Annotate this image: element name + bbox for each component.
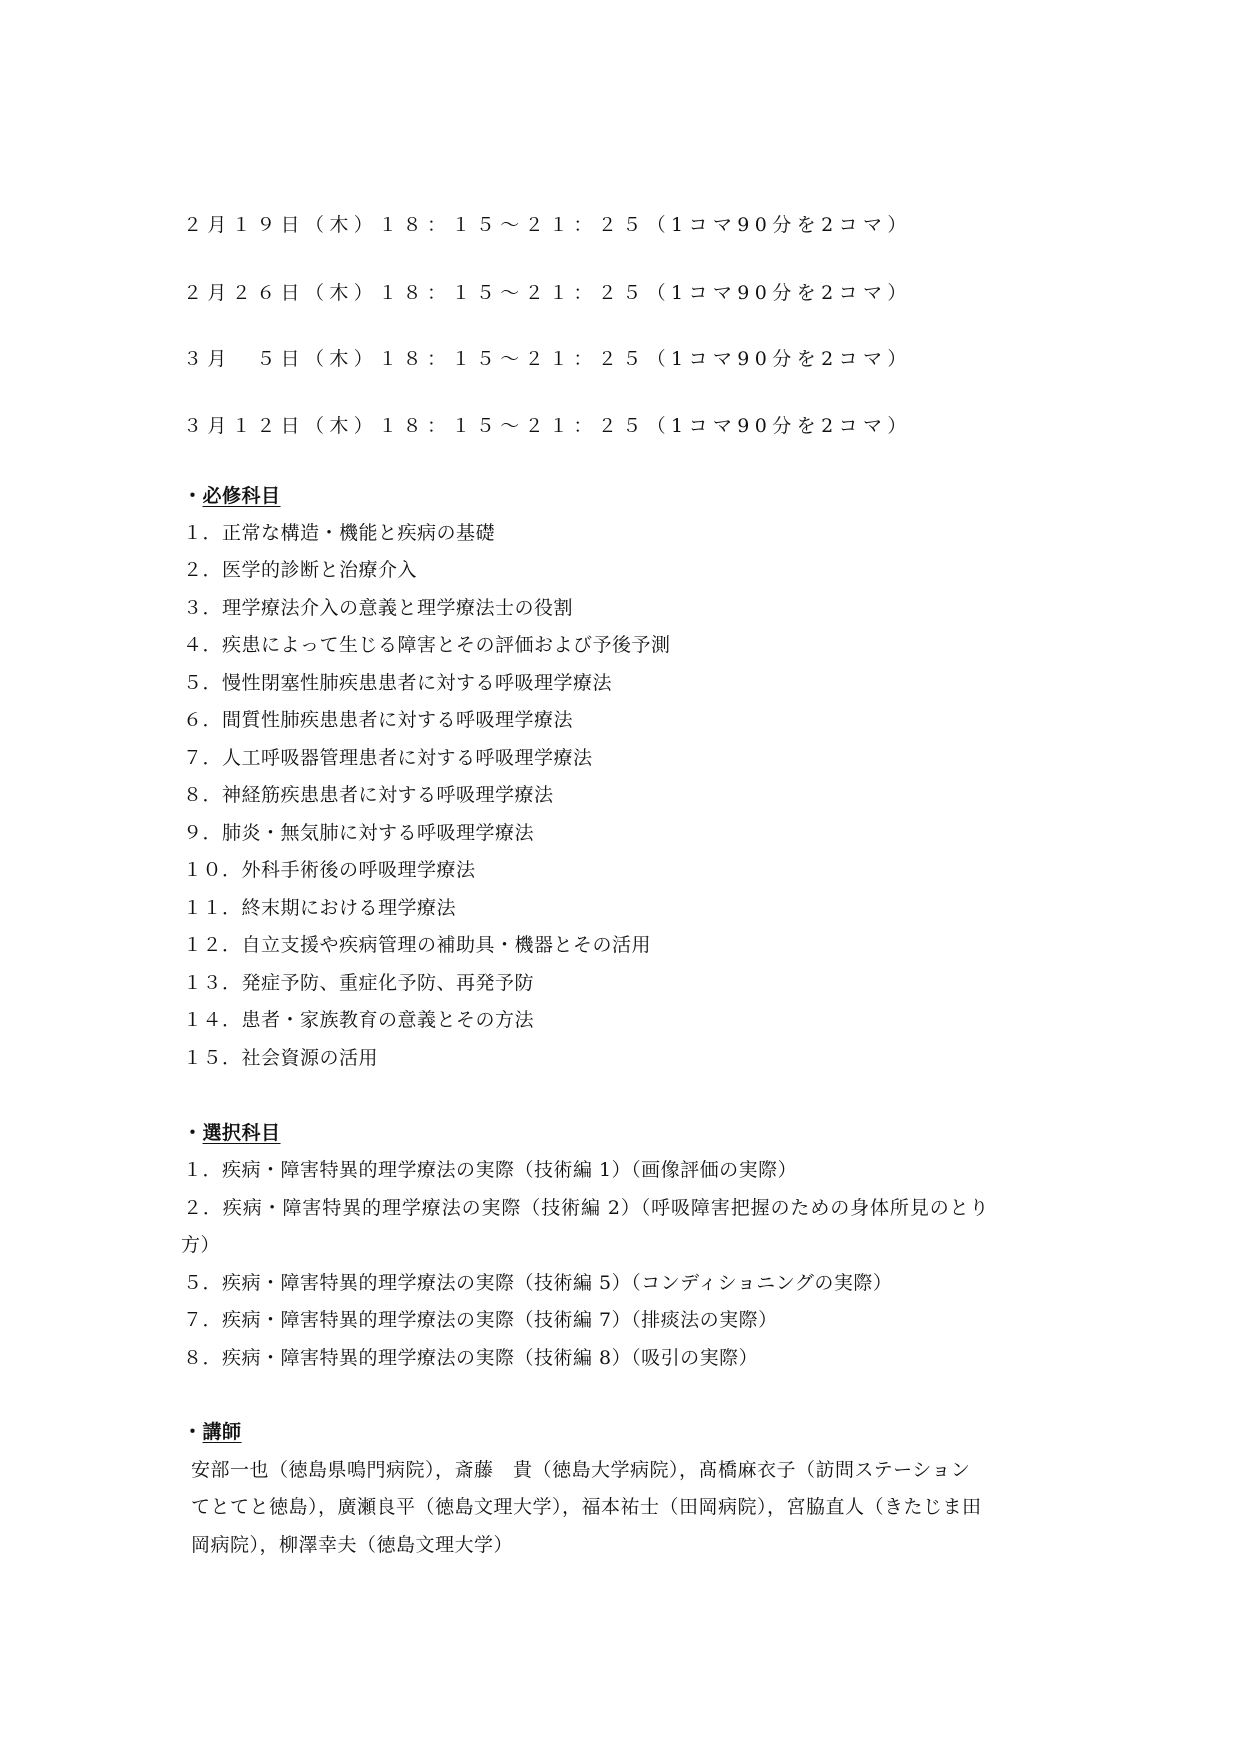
schedule-line: ２月１９日（木）１８：１５～２１：２５（1コマ90分を2コマ） [183, 214, 912, 236]
list-item: ４．疾患によって生じる障害とその評価および予後予測 [183, 634, 671, 656]
list-item: ７．人工呼吸器管理患者に対する呼吸理学療法 [183, 747, 593, 769]
list-item-continuation: 方） [181, 1234, 221, 1256]
list-item: ５．疾病・障害特異的理学療法の実際（技術編 5）（コンディショニングの実際） [183, 1272, 893, 1294]
list-item: １１．終末期における理学療法 [183, 897, 457, 919]
list-item: ５．慢性閉塞性肺疾患患者に対する呼吸理学療法 [183, 672, 613, 694]
list-item: ８．神経筋疾患患者に対する呼吸理学療法 [183, 784, 554, 806]
list-item: ３．理学療法介入の意義と理学療法士の役割 [183, 597, 574, 619]
lecturer-line: 岡病院），柳澤幸夫（徳島文理大学） [191, 1534, 514, 1556]
elective-subjects-heading [183, 1121, 281, 1145]
schedule-line: ３月１２日（木）１８：１５～２１：２５（1コマ90分を2コマ） [183, 415, 912, 437]
list-item: １０．外科手術後の呼吸理学療法 [183, 859, 476, 881]
heading-title: 必修科目 [202, 485, 281, 507]
list-item: ８．疾病・障害特異的理学療法の実際（技術編 8）（吸引の実際） [183, 1347, 759, 1369]
heading-title: 選択科目 [202, 1122, 281, 1144]
lecturer-line: てとてと徳島），廣瀬良平（徳島文理大学），福本祐士（田岡病院），宮脇直人（きたじま田 [191, 1496, 982, 1518]
list-item: ６．間質性肺疾患患者に対する呼吸理学療法 [183, 709, 574, 731]
heading-title: 講師 [202, 1421, 242, 1443]
list-item: ７．疾病・障害特異的理学療法の実際（技術編 7）（排痰法の実際） [183, 1309, 778, 1331]
list-item: １５．社会資源の活用 [183, 1047, 379, 1069]
schedule-line: ３月 ５日（木）１８：１５～２１：２５（1コマ90分を2コマ） [183, 348, 912, 370]
list-item: １．正常な構造・機能と疾病の基礎 [183, 522, 496, 544]
lecturers-heading [183, 1420, 242, 1444]
heading-bullet: ・ [183, 485, 203, 507]
heading-bullet: ・ [183, 1421, 203, 1443]
lecturer-line: 安部一也（徳島県鳴門病院），斎藤 貴（徳島大学病院），髙橋麻衣子（訪問ステーション [191, 1459, 971, 1481]
list-item: １．疾病・障害特異的理学療法の実際（技術編 1）（画像評価の実際） [183, 1159, 798, 1181]
list-item: ９．肺炎・無気肺に対する呼吸理学療法 [183, 822, 535, 844]
schedule-line: ２月２６日（木）１８：１５～２１：２５（1コマ90分を2コマ） [183, 282, 912, 304]
list-item: ２．医学的診断と治療介入 [183, 559, 418, 581]
list-item: １３．発症予防、重症化予防、再発予防 [183, 972, 535, 994]
list-item: １４．患者・家族教育の意義とその方法 [183, 1009, 535, 1031]
list-item: ２．疾病・障害特異的理学療法の実際（技術編 2）（呼吸障害把握のための身体所見のとり [183, 1197, 990, 1219]
list-item: １２．自立支援や疾病管理の補助具・機器とその活用 [183, 934, 652, 956]
heading-bullet: ・ [183, 1122, 203, 1144]
required-subjects-heading [183, 484, 281, 508]
